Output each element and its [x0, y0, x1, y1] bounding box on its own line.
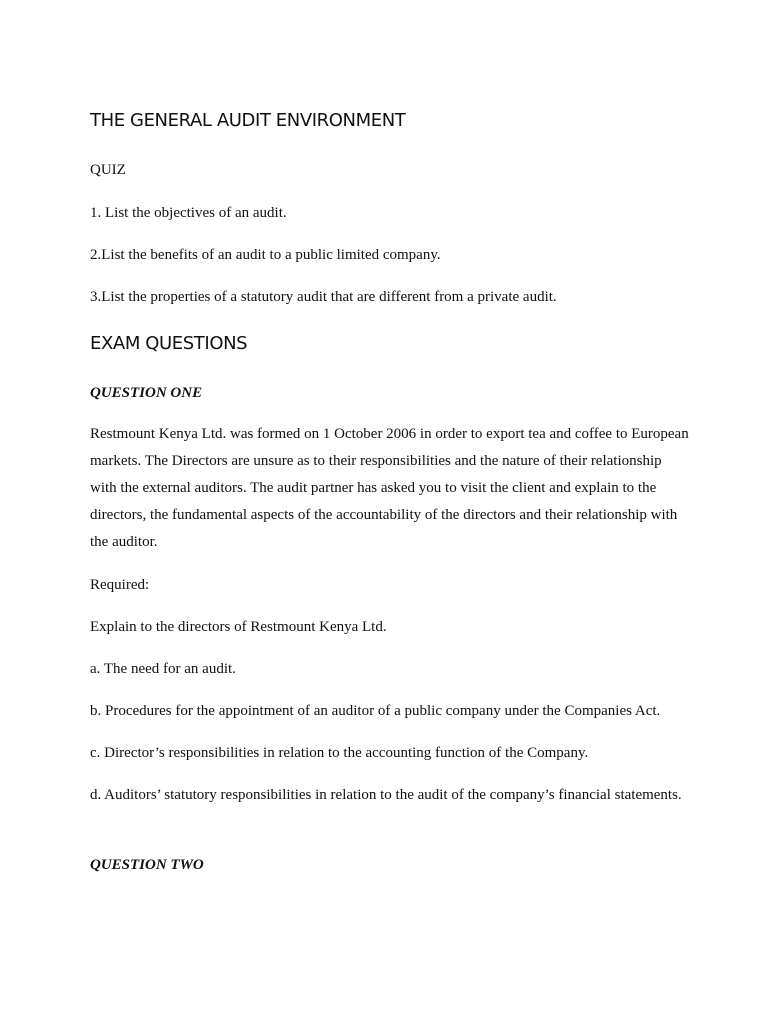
- quiz-item-1: 1. List the objectives of an audit.: [90, 205, 287, 221]
- quiz-item-2: 2.List the benefits of an audit to a public limited company.: [90, 247, 441, 263]
- quiz-label: QUIZ: [90, 162, 126, 178]
- quiz-item-3: 3.List the properties of a statutory audit that are different from a private audit.: [90, 289, 557, 305]
- instruction-text: Explain to the directors of Restmount Kenya Ltd.: [90, 619, 387, 635]
- question-part-b: b. Procedures for the appointment of an auditor of a public company under the Companies Act.: [90, 703, 661, 719]
- exam-questions-heading: EXAM QUESTIONS: [90, 333, 248, 354]
- question-one-scenario: Restmount Kenya Ltd. was formed on 1 October 2006 in order to export tea and coffee to European markets. The Directors are unsure as to their responsibilities and the nature of their relationship with the external auditors. The audit partner has asked you to visit the client and explain to the directors, the fundamental aspects of the accountability of the directors and their relationship with the auditor.: [90, 426, 689, 550]
- question-two-heading: QUESTION TWO: [90, 857, 204, 873]
- question-part-c: c. Director’s responsibilities in relation to the accounting function of the Company.: [90, 745, 589, 761]
- question-one-heading: QUESTION ONE: [90, 385, 203, 401]
- question-part-d: d. Auditors’ statutory responsibilities in relation to the audit of the company’s financial statements.: [90, 787, 682, 803]
- document-title: THE GENERAL AUDIT ENVIRONMENT: [90, 110, 406, 131]
- required-label: Required:: [90, 577, 150, 593]
- question-part-a: a. The need for an audit.: [90, 661, 236, 677]
